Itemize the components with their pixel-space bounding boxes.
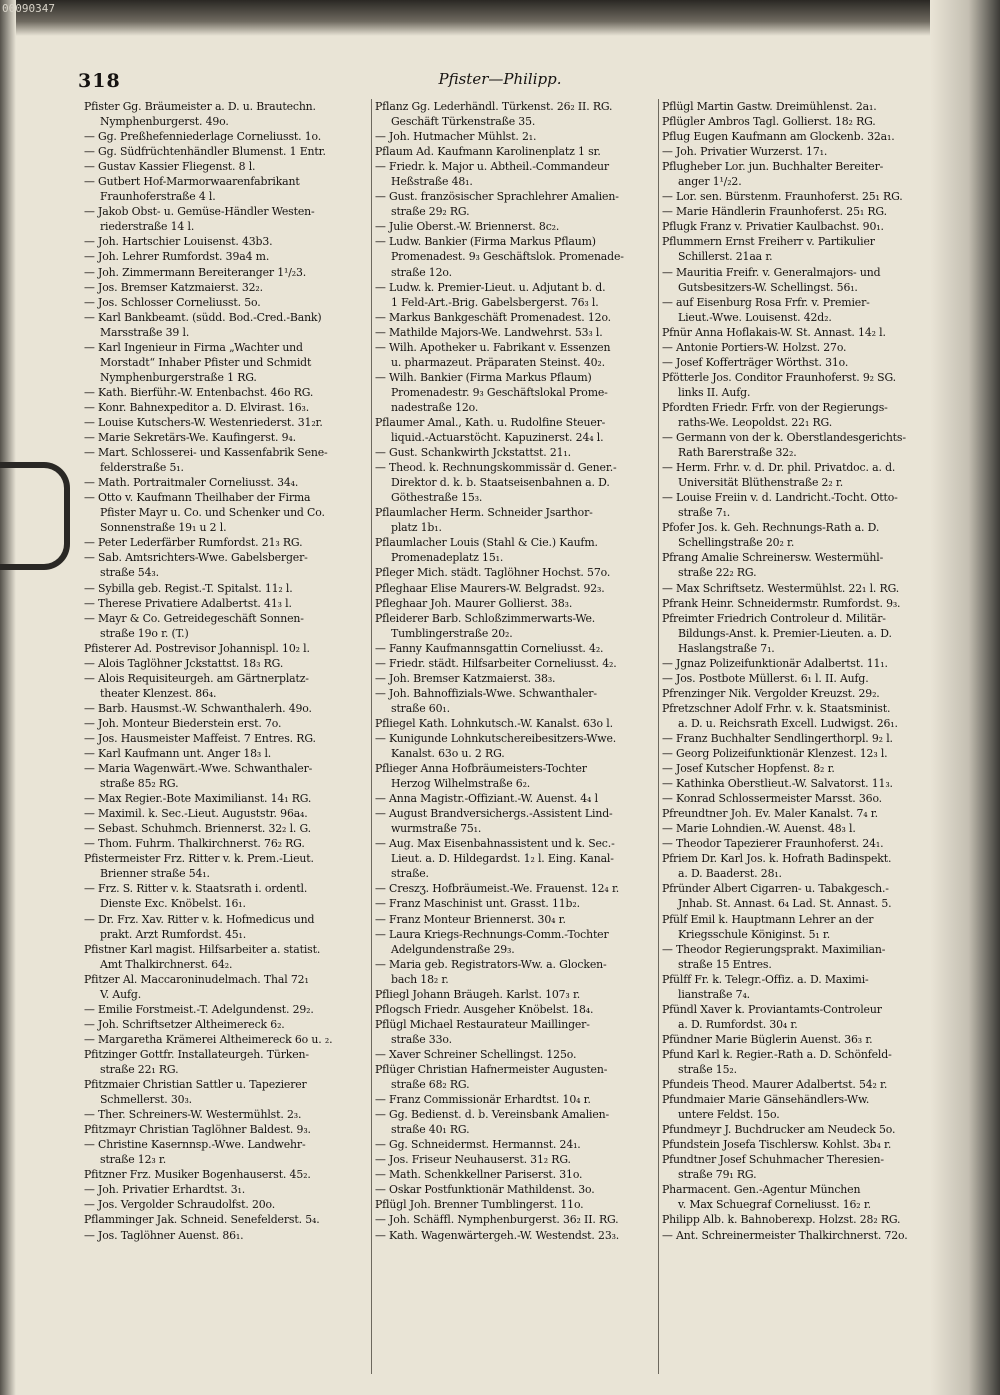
directory-line: Pflummern Ernst Freiherr v. Partikulier — [662, 235, 875, 249]
scan-label: 00090347 — [2, 2, 55, 15]
directory-line: Pfundeis Theod. Maurer Adalbertst. 54₂ r. — [662, 1078, 888, 1092]
directory-line: straße 7₁. — [678, 506, 731, 520]
directory-line: wurmstraße 75₁. — [391, 822, 482, 836]
directory-line: bach 18₂ r. — [391, 972, 449, 986]
directory-line: Pfleghaar Elise Maurers-W. Belgradst. 92₃. — [375, 581, 605, 595]
directory-line: — Anna Magistr.-Offiziant.-W. Auenst. 4₄ l — [375, 792, 598, 806]
directory-line: — Theod. k. Rechnungskommissär d. Gener.- — [375, 461, 617, 475]
directory-line: Pfister Gg. Bräumeister a. D. u. Brautechn. — [84, 100, 316, 113]
directory-line: Philipp Alb. k. Bahnoberexp. Holzst. 28₂ RG. — [662, 1213, 901, 1227]
directory-line: Pfofer Jos. k. Geh. Rechnungs-Rath a. D. — [662, 521, 880, 535]
directory-line: — Dr. Frz. Xav. Ritter v. k. Hofmedicus und — [84, 912, 315, 926]
directory-line: — Friedr. k. Major u. Abtheil.-Commandeur — [375, 160, 609, 174]
directory-line: — Alois Requisiteurgeh. am Gärtnerplatz- — [84, 671, 309, 685]
directory-line: — Konr. Bahnexpeditor a. D. Elvirast. 16₃. — [84, 400, 310, 414]
directory-line: 1 Feld-Art.-Brig. Gabelsbergerst. 76₃ l. — [391, 295, 599, 309]
directory-line: straße 85₂ RG. — [100, 777, 179, 791]
directory-line: — Gutbert Hof-Marmorwaarenfabrikant — [84, 175, 300, 189]
directory-line: Schellingstraße 20₂ r. — [678, 536, 795, 550]
directory-line: straße 33o. — [391, 1032, 452, 1046]
directory-line: — Jgnaz Polizeifunktionär Adalbertst. 11₁. — [662, 656, 888, 670]
directory-line: — Max Schriftsetz. Westermühlst. 22₁ l. RG. — [662, 581, 900, 595]
directory-line: Schillerst. 21aa r. — [678, 250, 773, 264]
directory-line: Brienner straße 54₁. — [100, 867, 210, 881]
directory-line: — Xaver Schreiner Schellingst. 125o. — [375, 1047, 577, 1061]
directory-line: raths-We. Leopoldst. 22₁ RG. — [678, 415, 832, 429]
directory-line: — Maximil. k. Sec.-Lieut. Auguststr. 96a₄. — [84, 807, 308, 821]
directory-line: — Joh. Privatier Erhardtst. 3₁. — [84, 1183, 246, 1197]
directory-line: — Gg. Bedienst. d. b. Vereinsbank Amalien- — [375, 1108, 610, 1122]
directory-line: Pfriem Dr. Karl Jos. k. Hofrath Badinspekt. — [662, 852, 892, 866]
directory-line: anger 1¹/₂2. — [678, 175, 742, 189]
directory-line: Pfitzner Frz. Musiker Bogenhauserst. 45₂. — [84, 1168, 311, 1182]
directory-line: Lieut.-Wwe. Louisenst. 42d₂. — [678, 310, 832, 324]
directory-line: Pflügl Martin Gastw. Dreimühlenst. 2a₁. — [662, 100, 877, 113]
directory-line: — Antonie Portiers-W. Holzst. 27o. — [662, 340, 847, 354]
directory-line: — Louise Freiin v. d. Landricht.-Tocht. Otto- — [662, 491, 898, 505]
scan-top-edge — [0, 0, 1000, 36]
directory-line: — Germann von der k. Oberstlandesgerichts- — [662, 431, 906, 445]
directory-line: — Jos. Vergolder Schraudolfst. 20o. — [84, 1198, 276, 1212]
directory-line: Pfisterer Ad. Postrevisor Johannispl. 10₂ l. — [84, 641, 310, 655]
directory-line: Lieut. a. D. Hildegardst. 1₂ l. Eing. Kanal- — [391, 852, 614, 866]
directory-line: — Peter Lederfärber Rumfordst. 21₃ RG. — [84, 536, 303, 550]
directory-line: — Gg. Schneidermst. Hermannst. 24₁. — [375, 1138, 581, 1152]
directory-line: Nymphenburgerst. 49o. — [100, 115, 229, 129]
directory-line: — Jos. Postbote Müllerst. 6₁ l. II. Aufg. — [662, 671, 869, 685]
directory-line: Promenadestr. 9₃ Geschäftslokal Prome- — [391, 385, 608, 399]
directory-line: straße 60₁. — [391, 701, 450, 715]
directory-line: Pflügler Ambros Tagl. Gollierst. 18₂ RG. — [662, 115, 876, 129]
directory-line: — Herm. Frhr. v. d. Dr. phil. Privatdoc. a. d. — [662, 461, 896, 475]
directory-line: Pflugk Franz v. Privatier Kaulbachst. 90₁. — [662, 220, 884, 234]
running-head: Pfister—Philipp. — [438, 70, 562, 88]
directory-line: — Margaretha Krämerei Altheimereck 6o u. ₂. — [84, 1032, 333, 1046]
directory-line: Geschäft Türkenstraße 35. — [391, 115, 536, 129]
directory-line: Kriegsschule Königinst. 5₁ r. — [678, 927, 831, 941]
directory-line: a. D. Baaderst. 28₁. — [678, 867, 782, 881]
column-1 — [84, 99, 368, 1374]
directory-line: straße 79₁ RG. — [678, 1168, 757, 1182]
directory-line: Pfliegl Johann Bräugeh. Karlst. 107₃ r. — [375, 987, 581, 1001]
directory-line: — Karl Bankbeamt. (südd. Bod.-Cred.-Bank) — [84, 310, 322, 324]
directory-line: — auf Eisenburg Rosa Frfr. v. Premier- — [662, 295, 870, 309]
directory-line: — Ant. Schreinermeister Thalkirchnerst. 72o. — [662, 1228, 908, 1242]
directory-line: v. Max Schuegraf Corneliusst. 16₂ r. — [678, 1198, 871, 1212]
directory-line: — Sybilla geb. Regist.-T. Spitalst. 11₂ l. — [84, 581, 293, 595]
directory-line: — Jos. Taglöhner Auenst. 86₁. — [84, 1228, 244, 1242]
directory-line: Pfündner Marie Büglerin Auenst. 36₃ r. — [662, 1032, 873, 1046]
directory-line: a. D. Rumfordst. 30₄ r. — [678, 1017, 798, 1031]
directory-line: Jnhab. St. Annast. 6₄ Lad. St. Annast. 5. — [678, 897, 892, 911]
directory-line: Pfretzschner Adolf Frhr. v. k. Staatsminist. — [662, 701, 891, 715]
directory-line: — Gust. französischer Sprachlehrer Amalien- — [375, 190, 619, 204]
directory-line: — Laura Kriegs-Rechnungs-Comm.-Tochter — [375, 927, 609, 941]
directory-line: — Jos. Friseur Neuhauserst. 31₂ RG. — [375, 1153, 571, 1167]
directory-line: Herzog Wilhelmstraße 6₂. — [391, 777, 531, 791]
directory-line: Pflaum Ad. Kaufmann Karolinenplatz 1 sr. — [375, 145, 601, 159]
directory-line: Direktor d. k. b. Staatseisenbahnen a. D. — [391, 476, 610, 490]
directory-line: — Joh. Hutmacher Mühlst. 2₁. — [375, 130, 537, 144]
directory-line: Pflamminger Jak. Schneid. Senefelderst. 5₄. — [84, 1213, 320, 1227]
directory-line: straße 29₂ RG. — [391, 205, 470, 219]
directory-line: Fraunhoferstraße 4 l. — [100, 190, 216, 204]
directory-line: — Marie Sekretärs-We. Kaufingerst. 9₄. — [84, 431, 296, 445]
directory-line: Gutsbesitzers-W. Schellingst. 56₁. — [678, 280, 858, 294]
directory-line: Pflaumlacher Louis (Stahl & Cie.) Kaufm. — [375, 536, 598, 550]
directory-line: — Fanny Kaufmannsgattin Corneliusst. 4₂. — [375, 641, 604, 655]
directory-line: Pflügl Joh. Brenner Tumblingerst. 11o. — [375, 1198, 584, 1212]
directory-line: Pfötterle Jos. Conditor Fraunhoferst. 9₂ SG. — [662, 370, 896, 384]
directory-line: — Joh. Hartschier Louisenst. 43b3. — [84, 235, 273, 249]
directory-line: — Math. Portraitmaler Corneliusst. 34₄. — [84, 476, 299, 490]
directory-line: — Gg. Preßhefenniederlage Corneliusst. 1o. — [84, 130, 322, 144]
directory-line: Pfrang Amalie Schreinersw. Westermühl- — [662, 551, 884, 565]
directory-line: straße 68₂ RG. — [391, 1078, 470, 1092]
directory-line: lianstraße 7₄. — [678, 987, 750, 1001]
directory-line: — Jos. Schlosser Corneliusst. 5o. — [84, 295, 261, 309]
directory-line: — Joh. Bremser Katzmaierst. 38₃. — [375, 671, 556, 685]
directory-line: — Ther. Schreiners-W. Westermühlst. 2₃. — [84, 1108, 302, 1122]
directory-line: — Julie Oberst.-W. Briennerst. 8c₂. — [375, 220, 560, 234]
directory-line: — August Brandversichergs.-Assistent Lind- — [375, 807, 613, 821]
directory-line: riederstraße 14 l. — [100, 220, 195, 234]
directory-line: — Emilie Forstmeist.-T. Adelgundenst. 29₂. — [84, 1002, 314, 1016]
directory-line: Pfitzmayr Christian Taglöhner Baldest. 9₃. — [84, 1123, 311, 1137]
directory-line: — Gustav Kassier Fliegenst. 8 l. — [84, 160, 256, 174]
directory-line: Pflanz Gg. Lederhändl. Türkenst. 26₂ II. RG. — [375, 100, 613, 113]
directory-line: — Joh. Zimmermann Bereiteranger 1¹/₂3. — [84, 265, 307, 279]
directory-line: — Franz Commissionär Erhardtst. 10₄ r. — [375, 1093, 591, 1107]
directory-line: Bildungs-Anst. k. Premier-Lieuten. a. D. — [678, 626, 892, 640]
directory-line: Pfrank Heinr. Schneidermstr. Rumfordst. 9₃. — [662, 596, 901, 610]
directory-line: Rath Barerstraße 32₂. — [678, 446, 797, 460]
directory-line: — Marie Händlerin Fraunhoferst. 25₁ RG. — [662, 205, 887, 219]
directory-line: — Mauritia Freifr. v. Generalmajors- und — [662, 265, 881, 279]
directory-line: Marsstraße 39 l. — [100, 325, 190, 339]
directory-line: Adelgundenstraße 29₃. — [391, 942, 515, 956]
directory-line: — Louise Kutschers-W. Westenriederst. 31₂r. — [84, 415, 323, 429]
directory-line: Pfündl Xaver k. Proviantamts-Controleur — [662, 1002, 882, 1016]
directory-line: nadestraße 12o. — [391, 400, 479, 414]
directory-line: — Sebast. Schuhmch. Briennerst. 32₂ l. G. — [84, 822, 311, 836]
directory-line: Schmellerst. 30₃. — [100, 1093, 192, 1107]
column-3 — [658, 99, 942, 1374]
directory-line: — Markus Bankgeschäft Promenadest. 12o. — [375, 310, 611, 324]
directory-line: Pflaumlacher Herm. Schneider Jsarthor- — [375, 506, 593, 520]
directory-line: Pfleghaar Joh. Maurer Gollierst. 38₃. — [375, 596, 573, 610]
directory-line: — Kathinka Oberstlieut.-W. Salvatorst. 11₃. — [662, 777, 893, 791]
directory-line: Pfistermeister Frz. Ritter v. k. Prem.-Lieut. — [84, 852, 314, 866]
directory-line: a. D. u. Reichsrath Excell. Ludwigst. 26₁. — [678, 716, 898, 730]
directory-line: — Gg. Südfrüchtenhändler Blumenst. 1 Entr. — [84, 145, 326, 159]
directory-line: V. Aufg. — [100, 987, 142, 1001]
directory-line: Pfitzer Al. Maccaroninudelmach. Thal 72₁ — [84, 972, 309, 986]
directory-line: — Marie Lohndien.-W. Auenst. 48₃ l. — [662, 822, 856, 836]
directory-line: — Joh. Bahnoffizials-Wwe. Schwanthaler- — [375, 686, 597, 700]
directory-line: Pfleger Mich. städt. Taglöhner Hochst. 57o. — [375, 566, 611, 580]
directory-line: Pfülf Emil k. Hauptmann Lehrer an der — [662, 912, 874, 926]
directory-line: platz 1b₁. — [391, 521, 442, 535]
directory-line: — Franz Buchhalter Sendlingerthorpl. 9₂ l. — [662, 731, 893, 745]
directory-line: — Franz Monteur Briennerst. 30₄ r. — [375, 912, 566, 926]
directory-line: — Joh. Schriftsetzer Altheimereck 6₂. — [84, 1017, 285, 1031]
directory-line: Pfitzmaier Christian Sattler u. Tapezierer — [84, 1078, 307, 1092]
directory-line: — Creszʒ. Hofbräumeist.-We. Frauenst. 12₄ r. — [375, 882, 620, 896]
directory-line: straße 22₂ RG. — [678, 566, 757, 580]
directory-line: — Gust. Schankwirth Jckstattst. 21₁. — [375, 446, 571, 460]
directory-line: — Maria Wagenwärt.-Wwe. Schwanthaler- — [84, 762, 313, 776]
directory-line: — Jakob Obst- u. Gemüse-Händler Westen- — [84, 205, 315, 219]
directory-line: prakt. Arzt Rumfordst. 45₁. — [100, 927, 247, 941]
directory-line: — Joh. Monteur Biederstein erst. 7o. — [84, 716, 282, 730]
directory-line: Pfleiderer Barb. Schloßzimmerwarts-We. — [375, 611, 596, 625]
directory-line: Pfundstein Josefa Tischlersw. Kohlst. 3b₄ r. — [662, 1138, 892, 1152]
directory-line: — Lor. sen. Bürstenm. Fraunhoferst. 25₁ RG. — [662, 190, 903, 204]
directory-line: — Wilh. Bankier (Firma Markus Pflaum) — [375, 370, 592, 384]
directory-line: — Kunigunde Lohnkutschereibesitzers-Wwe. — [375, 731, 617, 745]
directory-line: — Therese Privatiere Adalbertst. 41₃ l. — [84, 596, 292, 610]
directory-line: Promenadest. 9₃ Geschäftslok. Promenade- — [391, 250, 624, 264]
directory-line: — Franz Maschinist unt. Grasst. 11b₂. — [375, 897, 580, 911]
directory-line: Pfundmeyr J. Buchdrucker am Neudeck 5o. — [662, 1123, 896, 1137]
directory-line: u. pharmazeut. Präparaten Steinst. 40₂. — [391, 355, 605, 369]
directory-line: Nymphenburgerstraße 1 RG. — [100, 370, 257, 384]
directory-line: — Joh. Privatier Wurzerst. 17₁. — [662, 145, 828, 159]
directory-line: — Sab. Amtsrichters-Wwe. Gabelsberger- — [84, 551, 308, 565]
directory-line: Heßstraße 48₁. — [391, 175, 473, 189]
directory-line: — Georg Polizeifunktionär Klenzest. 12₃ l. — [662, 747, 888, 761]
directory-line: straße 19o r. (T.) — [100, 626, 189, 640]
directory-line: Dienste Exc. Knöbelst. 16₁. — [100, 897, 246, 911]
directory-line: — Ludw. Bankier (Firma Markus Pflaum) — [375, 235, 596, 249]
directory-columns — [84, 99, 942, 1374]
directory-line: Pfrenzinger Nik. Vergolder Kreuzst. 29₂. — [662, 686, 880, 700]
directory-line: — Mart. Schlosserei- und Kassenfabrik Sene- — [84, 446, 328, 460]
directory-line: — Karl Ingenieur in Firma „Wachter und — [84, 340, 303, 354]
directory-line: Pfistner Karl magist. Hilfsarbeiter a. statist. — [84, 942, 321, 956]
directory-line: — Friedr. städt. Hilfsarbeiter Corneliusst. 4₂. — [375, 656, 617, 670]
directory-line: Pharmacent. Gen.-Agentur München — [662, 1183, 861, 1197]
directory-line: — Alois Taglöhner Jckstattst. 18₃ RG. — [84, 656, 284, 670]
directory-line: — Aug. Max Eisenbahnassistent und k. Sec.- — [375, 837, 615, 851]
directory-line: — Joh. Lehrer Rumfordst. 39a4 m. — [84, 250, 270, 264]
directory-line: liquid.-Actuarstöcht. Kapuzinerst. 24₄ l. — [391, 431, 604, 445]
page-number: 318 — [78, 70, 121, 92]
directory-line: Pfliegel Kath. Lohnkutsch.-W. Kanalst. 63o l. — [375, 716, 613, 730]
directory-line: Pflug Eugen Kaufmann am Glockenb. 32a₁. — [662, 130, 895, 144]
directory-line: — Kath. Wagenwärtergeh.-W. Westendst. 23₃. — [375, 1228, 620, 1242]
directory-line: — Jos. Bremser Katzmaierst. 32₂. — [84, 280, 263, 294]
directory-line: Pflüger Christian Hafnermeister Augusten- — [375, 1063, 608, 1076]
binder-clip — [0, 462, 70, 570]
directory-line: Pfitzinger Gottfr. Installateurgeh. Türken- — [84, 1047, 309, 1061]
directory-line: Pfreimter Friedrich Controleur d. Militär- — [662, 611, 886, 625]
directory-line: straße. — [391, 867, 429, 881]
directory-line: Universität Blüthenstraße 2₂ r. — [678, 476, 844, 490]
directory-line: Pfundtner Josef Schuhmacher Theresien- — [662, 1153, 884, 1167]
directory-line: links II. Aufg. — [678, 385, 751, 399]
directory-line: — Karl Kaufmann unt. Anger 18₃ l. — [84, 747, 272, 761]
directory-line: — Barb. Hausmst.-W. Schwanthalerh. 49o. — [84, 701, 312, 715]
directory-line: straße 15 Entres. — [678, 957, 772, 971]
directory-line: straße 15₂. — [678, 1063, 737, 1076]
directory-line: Amt Thalkirchnerst. 64₂. — [100, 957, 233, 971]
directory-line: Pfnür Anna Hoflakais-W. St. Annast. 14₂ l. — [662, 325, 886, 339]
directory-line: Tumblingerstraße 20₂. — [391, 626, 513, 640]
column-2 — [371, 99, 655, 1374]
directory-line: — Christine Kasernnsp.-Wwe. Landwehr- — [84, 1138, 306, 1152]
directory-line: — Ludw. k. Premier-Lieut. u. Adjutant b. d. — [375, 280, 606, 294]
directory-line: theater Klenzest. 86₄. — [100, 686, 217, 700]
directory-line: Pfordten Friedr. Frfr. von der Regierungs- — [662, 400, 888, 414]
directory-line: Haslangstraße 7₁. — [678, 641, 775, 655]
directory-line: — Josef Kutscher Hopfenst. 8₂ r. — [662, 762, 835, 776]
directory-line: — Math. Schenkkellner Pariserst. 31o. — [375, 1168, 583, 1182]
directory-line: Pflieger Anna Hofbräumeisters-Tochter — [375, 762, 587, 776]
directory-line: straße 54₃. — [100, 566, 159, 580]
directory-line: — Wilh. Apotheker u. Fabrikant v. Essenzen — [375, 340, 611, 354]
directory-line: straße 22₁ RG. — [100, 1063, 179, 1076]
directory-line: straße 12o. — [391, 265, 452, 279]
directory-line: — Mathilde Majors-We. Landwehrst. 53₃ l. — [375, 325, 603, 339]
directory-line: straße 12₃ r. — [100, 1153, 167, 1167]
directory-line: — Kath. Bierführ.-W. Entenbachst. 46o RG. — [84, 385, 314, 399]
directory-line: — Joh. Schäffl. Nymphenburgerst. 36₂ II. RG. — [375, 1213, 619, 1227]
scan-left-edge — [0, 0, 16, 1395]
directory-line: Promenadeplatz 15₁. — [391, 551, 504, 565]
directory-line: — Otto v. Kaufmann Theilhaber der Firma — [84, 491, 311, 505]
directory-line: — Theodor Regierungsprakt. Maximilian- — [662, 942, 886, 956]
directory-line: Göthestraße 15₃. — [391, 491, 483, 505]
directory-line: Sonnenstraße 19₁ u 2 l. — [100, 521, 227, 535]
directory-line: Morstadt“ Inhaber Pfister und Schmidt — [100, 355, 312, 369]
directory-line: Pfründer Albert Cigarren- u. Tabakgesch.- — [662, 882, 889, 896]
directory-line: — Frz. S. Ritter v. k. Staatsrath i. ordentl. — [84, 882, 308, 896]
directory-line: Pflaumer Amal., Kath. u. Rudolfine Steuer- — [375, 415, 606, 429]
directory-line: Pfund Karl k. Regier.-Rath a. D. Schönfeld- — [662, 1047, 892, 1061]
directory-line: — Max Regier.-Bote Maximilianst. 14₁ RG. — [84, 792, 312, 806]
directory-line: straße 40₁ RG. — [391, 1123, 470, 1137]
directory-line: Pflugheber Lor. jun. Buchhalter Bereiter- — [662, 160, 884, 174]
directory-line: — Konrad Schlossermeister Marsst. 36o. — [662, 792, 882, 806]
directory-line: — Mayr & Co. Getreidegeschäft Sonnen- — [84, 611, 304, 625]
directory-line: — Jos. Hausmeister Maffeist. 7 Entres. RG. — [84, 731, 316, 745]
directory-line: untere Feldst. 15o. — [678, 1108, 780, 1122]
directory-line: Pfülff Fr. k. Telegr.-Offiz. a. D. Maximi- — [662, 972, 869, 986]
directory-line: Pflügl Michael Restaurateur Maillinger- — [375, 1017, 590, 1031]
directory-line: — Theodor Tapezierer Fraunhoferst. 24₁. — [662, 837, 884, 851]
directory-line: Kanalst. 63o u. 2 RG. — [391, 747, 505, 761]
directory-line: Pflogsch Friedr. Ausgeher Knöbelst. 18₄. — [375, 1002, 594, 1016]
directory-line: — Oskar Postfunktionär Mathildenst. 3o. — [375, 1183, 595, 1197]
directory-line: Pfundmaier Marie Gänsehändlers-Ww. — [662, 1093, 870, 1107]
directory-line: Pfister Mayr u. Co. und Schenker und Co. — [100, 506, 325, 520]
directory-line: — Josef Kofferträger Wörthst. 31o. — [662, 355, 849, 369]
directory-line: felderstraße 5₁. — [100, 461, 184, 475]
directory-line: Pfreundtner Joh. Ev. Maler Kanalst. 7₄ r. — [662, 807, 878, 821]
directory-line: — Thom. Fuhrm. Thalkirchnerst. 76₂ RG. — [84, 837, 305, 851]
directory-line: — Maria geb. Registrators-Ww. a. Glocken- — [375, 957, 607, 971]
